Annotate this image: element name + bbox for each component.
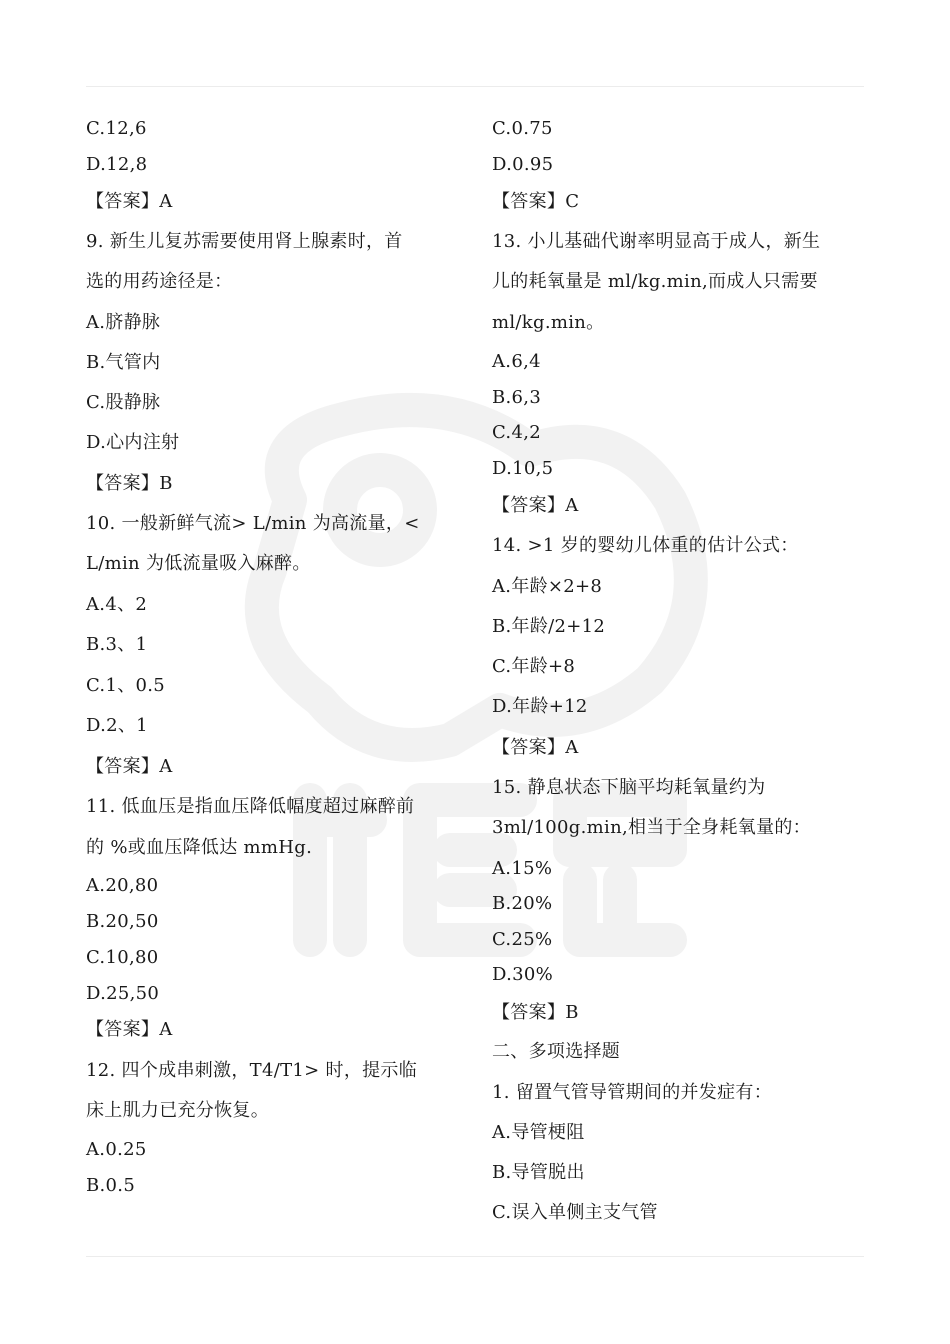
left-column-line: B.20,50 xyxy=(86,911,159,932)
left-column-line: 【答案】A xyxy=(86,756,173,777)
left-column-line: D.2、1 xyxy=(86,715,148,736)
left-column-line: C.股静脉 xyxy=(86,392,161,413)
right-column-line: A.年龄×2+8 xyxy=(492,576,603,597)
left-column-line: L/min 为低流量吸入麻醉。 xyxy=(86,553,311,574)
left-column-line: 11. 低血压是指血压降低幅度超过麻醉前 xyxy=(86,796,415,817)
right-column-line: B.年龄/2+12 xyxy=(492,616,606,637)
right-column-line: 3ml/100g.min,相当于全身耗氧量的： xyxy=(492,817,811,838)
left-column-line: 12. 四个成串刺激，T4/T1> 时，提示临 xyxy=(86,1060,418,1081)
header-rule xyxy=(86,86,864,87)
right-column-line: D.0.95 xyxy=(492,154,554,175)
right-column-line: 14. >1 岁的婴幼儿体重的估计公式： xyxy=(492,535,799,556)
right-column-line: A.导管梗阻 xyxy=(492,1122,585,1143)
right-column-line: 二、多项选择题 xyxy=(492,1041,621,1062)
left-column-line: A.0.25 xyxy=(86,1139,147,1160)
left-column-line: A.脐静脉 xyxy=(86,312,161,333)
left-column-line: A.20,80 xyxy=(86,875,159,896)
right-column-line: D.年龄+12 xyxy=(492,696,588,717)
left-column-line: 床上肌力已充分恢复。 xyxy=(86,1100,269,1121)
right-column-line: B.导管脱出 xyxy=(492,1162,585,1183)
left-column-line: 9. 新生儿复苏需要使用肾上腺素时，首 xyxy=(86,231,403,252)
left-column-line: B.气管内 xyxy=(86,352,161,373)
left-column-line: B.3、1 xyxy=(86,634,148,655)
right-column-line: 13. 小儿基础代谢率明显高于成人，新生 xyxy=(492,231,821,252)
left-column-line: 【答案】B xyxy=(86,473,173,494)
right-column-line: C.0.75 xyxy=(492,118,553,139)
right-column-line: 【答案】C xyxy=(492,191,580,212)
watermark-logo xyxy=(200,380,720,980)
left-column-line: 10. 一般新鲜气流> L/min 为高流量，< xyxy=(86,513,420,534)
left-column-line: 【答案】A xyxy=(86,1019,173,1040)
left-column-line: 的 %或血压降低达 mmHg. xyxy=(86,837,313,858)
left-column-line: C.10,80 xyxy=(86,947,159,968)
right-column-line: B.6,3 xyxy=(492,387,542,408)
right-column-line: A.15% xyxy=(492,858,553,879)
right-column-line: B.20% xyxy=(492,893,553,914)
right-column-line: 【答案】A xyxy=(492,495,579,516)
left-column-line: B.0.5 xyxy=(86,1175,136,1196)
left-column-line: C.12,6 xyxy=(86,118,147,139)
right-column-line: C.25% xyxy=(492,929,553,950)
left-column-line: D.25,50 xyxy=(86,983,160,1004)
right-column-line: 儿的耗氧量是 ml/kg.min,而成人只需要 xyxy=(492,271,818,292)
right-column-line: ml/kg.min。 xyxy=(492,312,605,333)
left-column-line: A.4、2 xyxy=(86,594,148,615)
right-column-line: C.误入单侧主支气管 xyxy=(492,1202,658,1223)
right-column-line: A.6,4 xyxy=(492,351,541,372)
right-column-line: 【答案】B xyxy=(492,1002,579,1023)
left-column-line: D.心内注射 xyxy=(86,432,180,453)
left-column-line: D.12,8 xyxy=(86,154,148,175)
right-column-line: D.10,5 xyxy=(492,458,554,479)
right-column-line: C.年龄+8 xyxy=(492,656,576,677)
right-column-line: 15. 静息状态下脑平均耗氧量约为 xyxy=(492,777,766,798)
right-column-line: 1. 留置气管导管期间的并发症有： xyxy=(492,1082,772,1103)
right-column-line: C.4,2 xyxy=(492,422,541,443)
left-column-line: C.1、0.5 xyxy=(86,675,166,696)
right-column-line: D.30% xyxy=(492,964,554,985)
left-column-line: 【答案】A xyxy=(86,191,173,212)
right-column-line: 【答案】A xyxy=(492,737,579,758)
left-column-line: 选的用药途径是： xyxy=(86,271,233,292)
footer-rule xyxy=(86,1256,864,1257)
